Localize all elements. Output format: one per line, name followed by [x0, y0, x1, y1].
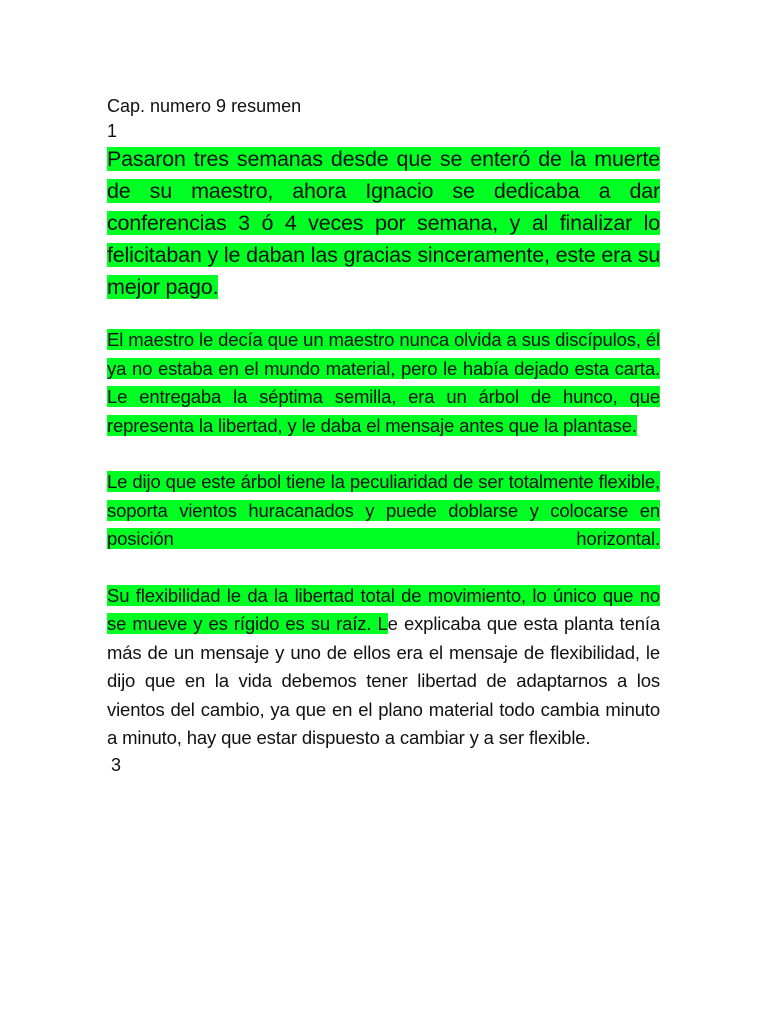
highlighted-text: Pasaron tres semanas desde que se enteró de la muerte de su maestro, ahora Ignacio se dedicaba a dar conferencias 3 ó 4 veces por semana, y al finalizar lo felicitaban y le daban las gracias sinceramente, este era su mejor pago.	[107, 147, 660, 299]
paragraph-1	[107, 143, 660, 303]
highlighted-text: El maestro le decía que un maestro nunca olvida a sus discípulos, él ya no estaba en el mundo material, pero le había dejado esta carta. Le entregaba la séptima semilla, era un árbol de hunco, que representa la libertad, y le daba el mensaje antes que la plantase.	[107, 329, 660, 436]
chapter-heading: Cap. numero 9 resumen	[107, 96, 302, 116]
section-number-1: 1	[107, 121, 118, 141]
paragraph-2	[107, 326, 660, 440]
paragraph-3	[107, 468, 660, 554]
highlighted-text: Le dijo que este árbol tiene la peculiaridad de ser totalmente flexible, soporta vientos huracanados y puede doblarse y colocarse en posición horizontal.	[107, 471, 660, 549]
section-number-3: 3	[111, 754, 122, 775]
highlighted-text: Su flexibilidad le da la libertad total de movimiento, lo único que no se mueve y es rígido es su raíz. L	[107, 584, 660, 634]
plain-text: e explicaba que esta planta tenía más de un mensaje y uno de ellos era el mensaje de flexibilidad, le dijo que en la vida debemos tener libertad de adaptarnos a los vientos del cambio, ya que en el plano material todo cambia minuto a minuto, hay que estar dispuesto a cambiar y a ser flexible.	[107, 613, 660, 748]
paragraph-4	[107, 582, 660, 753]
document-page	[107, 94, 660, 777]
